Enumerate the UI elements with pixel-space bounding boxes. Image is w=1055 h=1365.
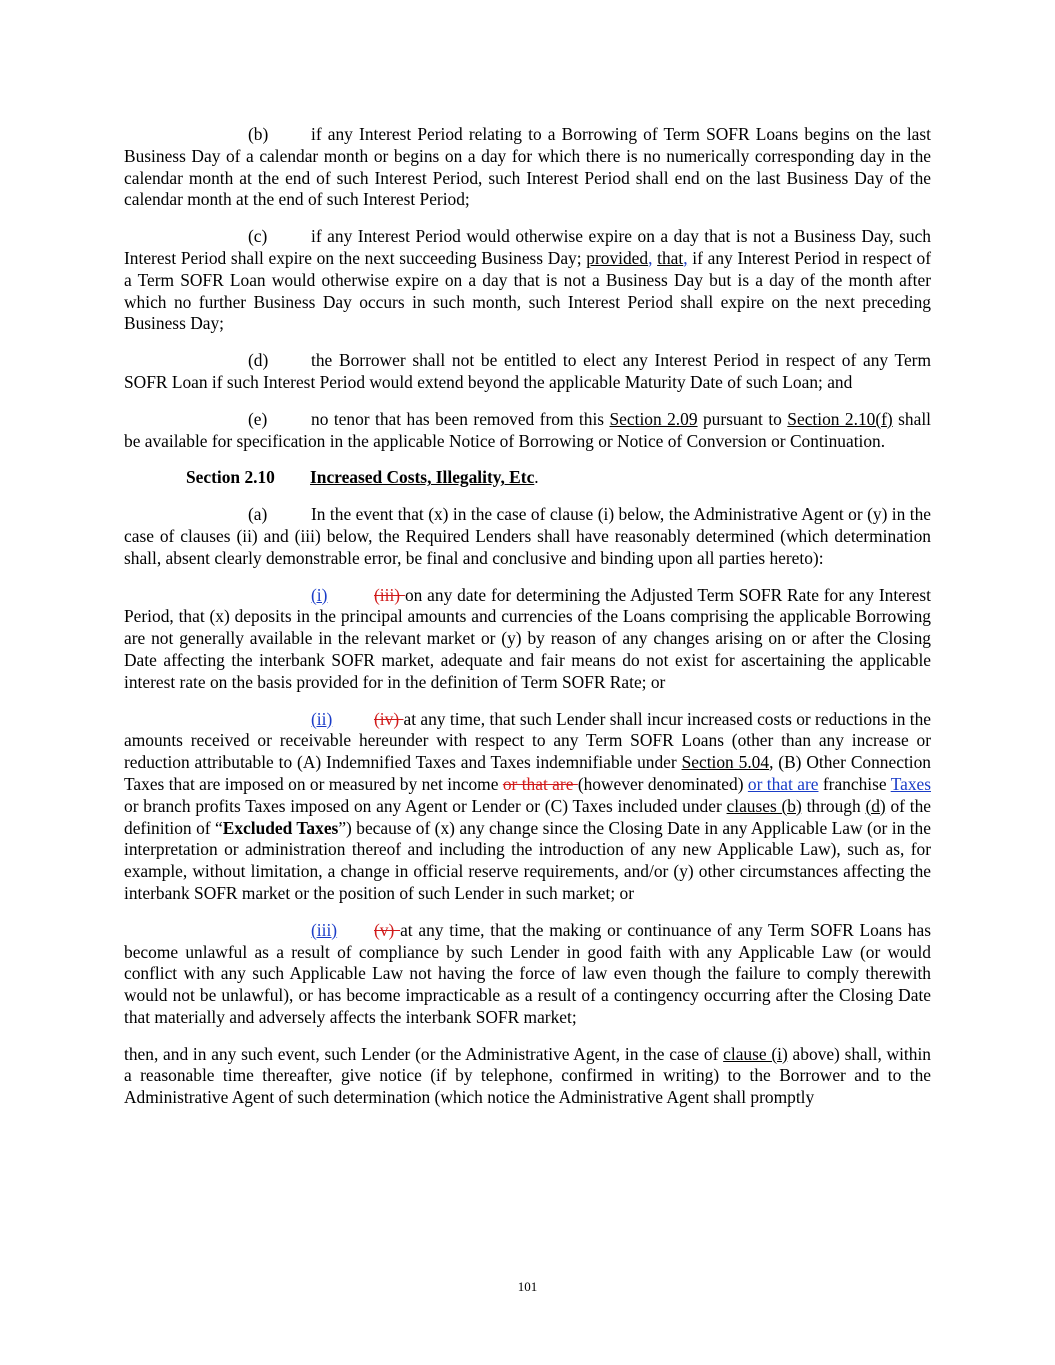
clause-label: (e) xyxy=(248,408,268,429)
deleted-text: or that are xyxy=(502,773,578,794)
clause-label: (b) xyxy=(248,124,269,144)
subclause-iii xyxy=(124,920,931,1029)
clause-text: if any Interest Period relating to a Borrowing of Term SOFR Loans begins on the last Business Day of a calendar month or begins on a day for which there is no numerically corresponding day in the calendar month at the end of such Interest Period, such Interest Period shall end on the last Business Day of the calendar month at the end of such Interest Period; xyxy=(124,124,931,210)
clause-text: or branch profits Taxes imposed on any Agent or Lender or (C) Taxes included under xyxy=(124,795,727,816)
defined-term: Excluded Taxes xyxy=(222,817,339,838)
inserted-text: Taxes xyxy=(890,773,931,794)
inserted-numeral: (i) xyxy=(311,584,328,605)
clause-text: pursuant to xyxy=(697,408,788,429)
clause-text: at any time, that such Lender shall incur increased costs or reductions in the amounts received or receivable hereunder with respect to any Term SOFR Loans (other than any increase or reduction attributable to (A) Indemnified Taxes and Taxes indemnifiable under xyxy=(124,708,931,773)
clause-label: (a) xyxy=(248,504,268,525)
clause-text: In the event that (x) in the case of clause (i) below, the Administrative Agent or (y) in the case of clauses (ii) and (iii) below, the Required Lenders shall have reasonably determined (which determination shall, absent clearly demonstrable error, be final and conclusive and binding upon all parties hereto): xyxy=(124,504,931,568)
clause-text: if any Interest Period would otherwise expire on a day that is not a Business Day, such Interest Period shall expire on the next succeeding Business Day; xyxy=(124,226,931,268)
clause-text: no tenor that has been removed from this xyxy=(311,408,610,429)
clause-b xyxy=(124,124,931,211)
clause-ref: clauses (b) xyxy=(726,795,802,816)
subclause-i xyxy=(124,585,931,694)
clause-text: through xyxy=(801,795,866,816)
inserted-numeral: (ii) xyxy=(311,708,333,729)
page-number: 101 xyxy=(517,1279,538,1294)
clause-label: (c) xyxy=(248,226,268,247)
paragraph-a xyxy=(124,504,931,569)
inserted-numeral: (iii) xyxy=(311,919,338,940)
section-title: Increased Costs, Illegality, Etc xyxy=(310,467,535,488)
clause-e xyxy=(124,409,931,453)
deleted-numeral: (v) xyxy=(374,919,401,940)
clause-ref: (d) xyxy=(865,795,886,816)
clause-c xyxy=(124,226,931,335)
clause-text: at any time, that the making or continuance of any Term SOFR Loans has become unlawful as a result of compliance by such Lender in good faith with any Applicable Law (or would conflict with any such Applicable Law not having the force of law even though the failure to comply therewith would not be unlawful), or has become impracticable as a result of a contingency occurring after the Closing Date that materially and adversely affects the interbank SOFR market; xyxy=(124,919,931,1027)
inserted-text: or that are xyxy=(747,773,819,794)
clause-text: (however denominated) xyxy=(577,773,748,794)
document-page xyxy=(124,124,931,1124)
inserted-comma: , xyxy=(648,247,653,268)
section-ref: Section 2.09 xyxy=(609,408,698,429)
section-heading xyxy=(186,467,931,489)
clause-text: above) shall, within a reasonable time thereafter, give notice (if by telephone, confirmed in writing) to the Borrower and to the Administrative Agent of such determination (which notice the Administrative Agent shall promptly xyxy=(124,1043,931,1108)
inserted-comma: , xyxy=(683,247,688,268)
section-ref: Section 5.04 xyxy=(681,752,770,773)
section-period: . xyxy=(534,467,539,488)
clause-text: ”) because of (x) any change since the Closing Date in any Applicable Law (or in the interpretation or administration thereof and including the introduction of any new Applicable Law), such as, for example, without limitation, a change in official reserve requirements, and/or (y) other circumstances affecting the interbank SOFR market or the position of such Lender in such market; or xyxy=(124,817,931,903)
clause-text: on any date for determining the Adjusted Term SOFR Rate for any Interest Period, that (x) deposits in the principal amounts and currencies of the Loans comprising the applicable Borrowing are not generally available in the relevant market or (y) by reason of any changes arising on or after the Closing Date affecting the interbank SOFR market, adequate and fair means do not exist for ascertaining the applicable interest rate on the basis provided for in the definition of Term SOFR Rate; or xyxy=(124,584,931,692)
clause-text: , (B) Other Connection Taxes that are imposed on or measured by net income xyxy=(124,752,931,794)
clause-label: (d) xyxy=(248,350,269,371)
clause-text: if any Interest Period in respect of a Term SOFR Loan would otherwise expire on a day that is not a Business Day but is a day of the month after which no further Business Day occurs in such month, such Interest Period shall expire on the next preceding Business Day; xyxy=(124,247,931,334)
that-term: that xyxy=(657,247,684,268)
clause-text: of the definition of “ xyxy=(124,795,931,838)
clause-text: the Borrower shall not be entitled to elect any Interest Period in respect of any Term SOFR Loan if such Interest Period would extend beyond the applicable Maturity Date of such Loan; and xyxy=(124,350,931,392)
clause-d xyxy=(124,350,931,394)
clause-text: then, and in any such event, such Lender (or the Administrative Agent, in the case of xyxy=(124,1043,724,1064)
provided-term: provided xyxy=(586,247,649,268)
clause-text: franchise xyxy=(818,773,891,794)
deleted-numeral: (iv) xyxy=(374,708,404,729)
deleted-numeral: (iii) xyxy=(374,584,405,605)
clause-ref: clause (i) xyxy=(723,1043,788,1064)
section-ref: Section 2.10(f) xyxy=(787,408,893,429)
subclause-ii xyxy=(124,709,931,905)
clause-text: shall be available for specification in the applicable Notice of Borrowing or Notice of Conversion or Continuation. xyxy=(124,408,932,451)
closing-paragraph xyxy=(124,1044,931,1109)
section-number: Section 2.10 xyxy=(186,467,275,488)
